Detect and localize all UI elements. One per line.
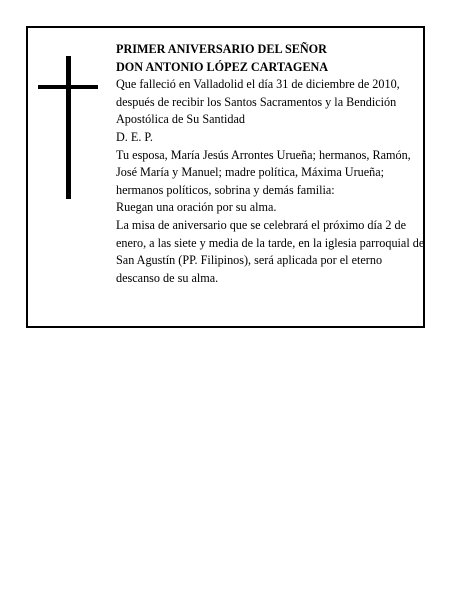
death-paragraph: Que falleció en Valladolid el día 31 de diciembre de 2010, después de recibir los Santos Sacramentos y la Bendición Apostólica de Su Santidad bbox=[116, 77, 400, 127]
dep-line: D. E. P. bbox=[116, 129, 153, 144]
prayer-paragraph: Ruegan una oración por su alma. bbox=[116, 200, 277, 215]
notice-title-line-2: DON ANTONIO LÓPEZ CARTAGENA bbox=[116, 59, 329, 74]
latin-cross-icon bbox=[38, 56, 98, 199]
family-paragraph: Tu esposa, María Jesús Arrontes Urueña; hermanos, Ramón, José María y Manuel; madre política, Máxima Urueña; hermanos políticos, sobrina y demás familia: bbox=[116, 147, 411, 197]
mass-paragraph: La misa de aniversario que se celebrará el próximo día 2 de enero, a las siete y media de la tarde, en la iglesia parroquial de San Agustín (PP. Filipinos), será aplicada por el eterno descanso de su alma. bbox=[116, 217, 425, 285]
cross-horizontal-bar bbox=[38, 85, 98, 89]
notice-title-line-1: PRIMER ANIVERSARIO DEL SEÑOR bbox=[116, 42, 327, 56]
notice-text bbox=[116, 41, 426, 287]
cross-vertical-bar bbox=[66, 56, 71, 199]
obituary-notice bbox=[26, 26, 425, 328]
